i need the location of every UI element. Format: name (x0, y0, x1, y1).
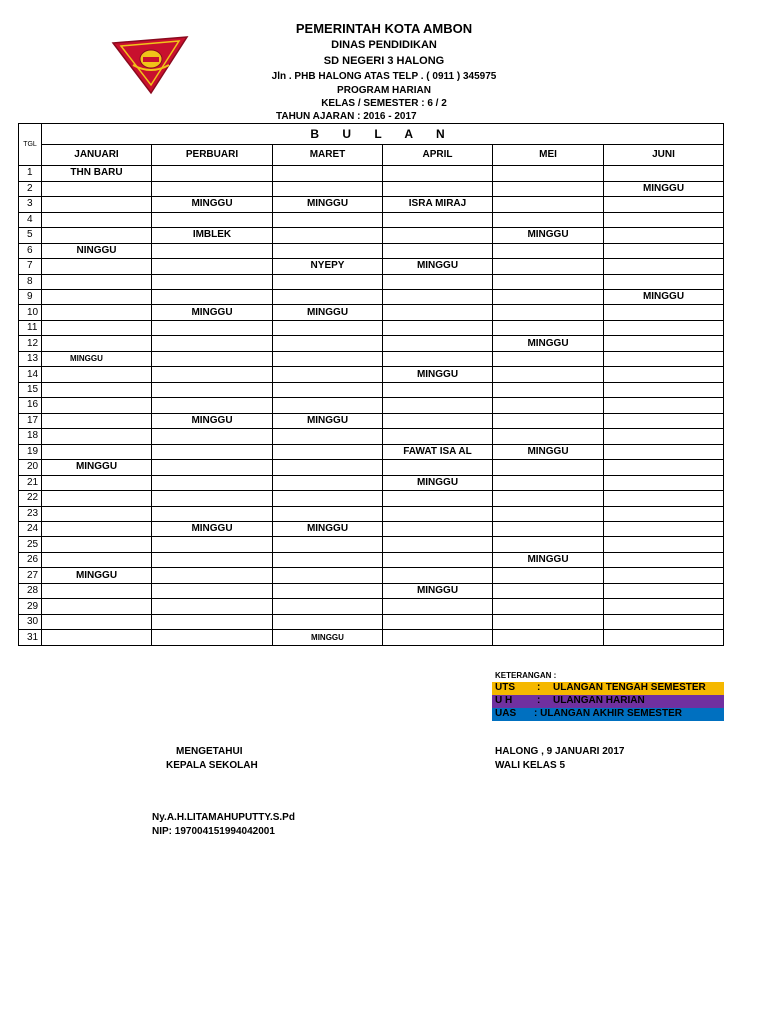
schedule-cell (273, 351, 383, 366)
schedule-cell (493, 398, 604, 413)
schedule-cell (604, 413, 724, 428)
legend-text: ULANGAN TENGAH SEMESTER (553, 682, 706, 693)
schedule-cell (42, 320, 152, 335)
schedule-cell (152, 274, 273, 289)
schedule-cell (273, 583, 383, 598)
schedule-cell: NINGGU (42, 243, 152, 258)
schedule-cell (493, 583, 604, 598)
schedule-cell: MINGGU (383, 475, 493, 490)
schedule-cell (152, 630, 273, 646)
schedule-cell (152, 181, 273, 196)
schedule-cell (383, 630, 493, 646)
schedule-cell (604, 351, 724, 366)
schedule-cell (152, 429, 273, 444)
schedule-cell (42, 305, 152, 320)
day-number: 28 (19, 583, 42, 598)
schedule-cell (604, 506, 724, 521)
legend-separator: : (537, 682, 541, 693)
schedule-cell (383, 614, 493, 629)
table-row (19, 537, 724, 552)
schedule-cell (152, 583, 273, 598)
schedule-cell (42, 475, 152, 490)
schedule-cell (273, 429, 383, 444)
schedule-cell (604, 583, 724, 598)
table-row (19, 599, 724, 614)
schedule-cell (42, 197, 152, 212)
schedule-cell (152, 398, 273, 413)
day-number: 9 (19, 289, 42, 304)
schedule-cell (604, 614, 724, 629)
schedule-cell (152, 243, 273, 258)
month-header: JUNI (604, 145, 724, 166)
schedule-cell (604, 568, 724, 583)
month-header: MARET (273, 145, 383, 166)
table-row (19, 568, 724, 583)
schedule-cell (493, 320, 604, 335)
schedule-cell: MINGGU (493, 336, 604, 351)
schedule-cell: MINGGU (42, 460, 152, 475)
schedule-cell (273, 243, 383, 258)
schedule-cell (493, 522, 604, 537)
schedule-table (18, 123, 724, 646)
schedule-cell: MINGGU (604, 181, 724, 196)
day-number: 21 (19, 475, 42, 490)
schedule-cell (152, 599, 273, 614)
day-number: 1 (19, 166, 42, 181)
schedule-cell: MINGGU (273, 197, 383, 212)
day-number: 22 (19, 491, 42, 506)
academic-year: TAHUN AJARAN : 2016 - 2017 (276, 111, 417, 122)
table-row (19, 506, 724, 521)
day-number: 25 (19, 537, 42, 552)
schedule-cell (604, 460, 724, 475)
schedule-cell (42, 228, 152, 243)
schedule-cell (493, 289, 604, 304)
schedule-cell (604, 166, 724, 181)
day-number: 8 (19, 274, 42, 289)
schedule-cell (383, 552, 493, 567)
schedule-cell (383, 181, 493, 196)
legend-title: KETERANGAN : (495, 671, 557, 680)
schedule-cell (42, 522, 152, 537)
schedule-cell (42, 212, 152, 227)
day-number: 5 (19, 228, 42, 243)
month-header: JANUARI (42, 145, 152, 166)
schedule-cell (152, 568, 273, 583)
schedule-cell (493, 382, 604, 397)
schedule-cell (383, 274, 493, 289)
schedule-cell (273, 444, 383, 459)
schedule-cell (42, 429, 152, 444)
gov-title: PEMERINTAH KOTA AMBON (295, 21, 473, 36)
schedule-cell (604, 552, 724, 567)
schedule-cell (493, 181, 604, 196)
schedule-cell (42, 274, 152, 289)
principal-name: Ny.A.H.LITAMAHUPUTTY.S.Pd (152, 812, 295, 823)
schedule-cell: MINGGU (152, 413, 273, 428)
table-row (19, 552, 724, 567)
schedule-cell (383, 537, 493, 552)
day-number: 27 (19, 568, 42, 583)
schedule-cell (273, 367, 383, 382)
schedule-cell (604, 599, 724, 614)
school-address: Jln . PHB HALONG ATAS TELP . ( 0911 ) 345975 (271, 71, 497, 82)
table-row (19, 212, 724, 227)
schedule-cell (383, 506, 493, 521)
schedule-cell (493, 367, 604, 382)
schedule-cell (273, 212, 383, 227)
legend-item (492, 695, 724, 708)
day-number: 4 (19, 212, 42, 227)
schedule-cell (493, 351, 604, 366)
day-number: 15 (19, 382, 42, 397)
schedule-cell (604, 444, 724, 459)
schedule-cell (273, 568, 383, 583)
schedule-cell (273, 228, 383, 243)
schedule-cell (42, 336, 152, 351)
day-number: 12 (19, 336, 42, 351)
table-row (19, 305, 724, 320)
class-teacher-label: WALI KELAS 5 (495, 760, 566, 771)
school-name: SD NEGERI 3 HALONG (323, 55, 445, 67)
schedule-cell (604, 320, 724, 335)
schedule-cell (42, 552, 152, 567)
schedule-cell (42, 259, 152, 274)
schedule-cell (493, 460, 604, 475)
table-row (19, 398, 724, 413)
schedule-cell (383, 212, 493, 227)
schedule-cell (383, 166, 493, 181)
schedule-cell (273, 475, 383, 490)
day-number: 26 (19, 552, 42, 567)
schedule-cell (493, 429, 604, 444)
schedule-cell: MINGGU (273, 630, 383, 646)
schedule-cell (493, 166, 604, 181)
day-number: 19 (19, 444, 42, 459)
schedule-cell (152, 444, 273, 459)
schedule-cell (383, 382, 493, 397)
schedule-cell (42, 537, 152, 552)
schedule-cell (493, 506, 604, 521)
schedule-cell (604, 630, 724, 646)
schedule-cell (152, 320, 273, 335)
table-row (19, 166, 724, 181)
table-row (19, 522, 724, 537)
schedule-cell (152, 460, 273, 475)
schedule-cell (383, 460, 493, 475)
schedule-cell: IMBLEK (152, 228, 273, 243)
schedule-cell: MINGGU (383, 367, 493, 382)
table-row (19, 583, 724, 598)
table-row (19, 429, 724, 444)
month-header: APRIL (383, 145, 493, 166)
schedule-cell (383, 289, 493, 304)
schedule-cell (493, 599, 604, 614)
day-number: 11 (19, 320, 42, 335)
schedule-cell (273, 382, 383, 397)
schedule-cell (273, 166, 383, 181)
schedule-cell (273, 289, 383, 304)
day-number: 14 (19, 367, 42, 382)
schedule-cell (42, 444, 152, 459)
table-row (19, 413, 724, 428)
schedule-cell (493, 305, 604, 320)
day-number: 17 (19, 413, 42, 428)
table-row (19, 367, 724, 382)
table-row (19, 197, 724, 212)
schedule-cell (383, 320, 493, 335)
schedule-cell (493, 491, 604, 506)
schedule-cell: MINGGU (152, 305, 273, 320)
schedule-cell (604, 274, 724, 289)
day-number: 2 (19, 181, 42, 196)
table-row (19, 475, 724, 490)
schedule-cell (152, 382, 273, 397)
schedule-cell (383, 429, 493, 444)
schedule-cell (152, 351, 273, 366)
schedule-cell: MINGGU (273, 305, 383, 320)
schedule-cell (493, 568, 604, 583)
schedule-cell (604, 475, 724, 490)
schedule-cell (604, 243, 724, 258)
schedule-cell (273, 181, 383, 196)
schedule-cell (42, 413, 152, 428)
principal-label: KEPALA SEKOLAH (166, 760, 258, 771)
place-date: HALONG , 9 JANUARI 2017 (495, 746, 625, 757)
schedule-cell: MINGGU (493, 552, 604, 567)
department-title: DINAS PENDIDIKAN (331, 39, 437, 51)
table-row (19, 614, 724, 629)
schedule-cell: MINGGU (273, 413, 383, 428)
schedule-cell (42, 367, 152, 382)
schedule-cell (493, 259, 604, 274)
schedule-cell (604, 491, 724, 506)
table-row (19, 243, 724, 258)
table-row (19, 228, 724, 243)
day-number: 13 (19, 351, 42, 366)
legend-separator: : (537, 695, 541, 706)
day-number: 20 (19, 460, 42, 475)
table-row (19, 181, 724, 196)
schedule-cell (42, 398, 152, 413)
schedule-cell (493, 413, 604, 428)
schedule-cell (273, 614, 383, 629)
schedule-cell: MINGGU (42, 568, 152, 583)
schedule-cell (383, 491, 493, 506)
schedule-cell (493, 274, 604, 289)
approval-label: MENGETAHUI (176, 746, 243, 757)
schedule-cell (383, 413, 493, 428)
table-row (19, 274, 724, 289)
table-row (19, 336, 724, 351)
legend-text: ULANGAN HARIAN (553, 695, 645, 706)
schedule-cell (152, 367, 273, 382)
day-number: 6 (19, 243, 42, 258)
schedule-cell: MINGGU (42, 351, 152, 366)
schedule-cell (273, 320, 383, 335)
schedule-cell (273, 460, 383, 475)
schedule-cell (152, 166, 273, 181)
legend-code: UAS (495, 708, 517, 719)
schedule-cell: NYEPY (273, 259, 383, 274)
day-number: 23 (19, 506, 42, 521)
schedule-cell (493, 614, 604, 629)
schedule-cell (383, 228, 493, 243)
day-number: 31 (19, 630, 42, 646)
schedule-cell (152, 259, 273, 274)
bulan-header: B U L A N (42, 124, 724, 145)
schedule-cell (152, 475, 273, 490)
schedule-cell (42, 181, 152, 196)
month-header: PERBUARI (152, 145, 273, 166)
schedule-cell: THN BARU (42, 166, 152, 181)
schedule-cell (273, 274, 383, 289)
schedule-cell (273, 398, 383, 413)
table-row (19, 289, 724, 304)
schedule-cell (273, 491, 383, 506)
schedule-cell (493, 243, 604, 258)
legend-code: U H (495, 695, 513, 706)
schedule-cell: MINGGU (152, 522, 273, 537)
schedule-cell (383, 568, 493, 583)
schedule-cell (152, 289, 273, 304)
table-row (19, 320, 724, 335)
legend-item (492, 708, 724, 721)
schedule-cell (42, 583, 152, 598)
schedule-cell (273, 599, 383, 614)
day-number: 29 (19, 599, 42, 614)
schedule-cell (493, 630, 604, 646)
schedule-cell (152, 336, 273, 351)
schedule-cell (604, 336, 724, 351)
schedule-cell (383, 398, 493, 413)
day-number: 30 (19, 614, 42, 629)
schedule-cell (383, 599, 493, 614)
schedule-cell (383, 243, 493, 258)
schedule-cell (273, 537, 383, 552)
table-row (19, 444, 724, 459)
table-row (19, 460, 724, 475)
schedule-cell (152, 506, 273, 521)
schedule-cell (604, 429, 724, 444)
schedule-cell: MINGGU (152, 197, 273, 212)
schedule-cell (273, 336, 383, 351)
schedule-cell (152, 537, 273, 552)
schedule-cell (604, 522, 724, 537)
schedule-cell (604, 398, 724, 413)
schedule-cell (42, 599, 152, 614)
day-number: 10 (19, 305, 42, 320)
schedule-cell (152, 491, 273, 506)
table-row (19, 259, 724, 274)
schedule-cell (42, 491, 152, 506)
month-header: MEI (493, 145, 604, 166)
schedule-cell (42, 289, 152, 304)
day-number: 18 (19, 429, 42, 444)
schedule-cell: MINGGU (493, 228, 604, 243)
schedule-cell (493, 537, 604, 552)
schedule-cell (493, 475, 604, 490)
schedule-cell (273, 506, 383, 521)
schedule-cell (604, 259, 724, 274)
schedule-cell (383, 305, 493, 320)
table-row (19, 382, 724, 397)
schedule-cell (604, 367, 724, 382)
legend-text: : ULANGAN AKHIR SEMESTER (534, 708, 682, 719)
day-number: 3 (19, 197, 42, 212)
schedule-cell (152, 212, 273, 227)
schedule-cell (152, 552, 273, 567)
schedule-cell (604, 197, 724, 212)
schedule-cell (383, 522, 493, 537)
tgl-header: TGL (19, 124, 42, 166)
schedule-cell (383, 351, 493, 366)
schedule-cell (493, 197, 604, 212)
schedule-cell (42, 630, 152, 646)
schedule-cell: MINGGU (383, 259, 493, 274)
legend-code: UTS (495, 682, 515, 693)
day-number: 16 (19, 398, 42, 413)
day-number: 24 (19, 522, 42, 537)
schedule-cell (42, 506, 152, 521)
schedule-cell: MINGGU (493, 444, 604, 459)
schedule-cell: MINGGU (383, 583, 493, 598)
schedule-cell (604, 212, 724, 227)
schedule-cell (383, 336, 493, 351)
schedule-cell: ISRA MIRAJ (383, 197, 493, 212)
legend-item (492, 682, 724, 695)
schedule-cell: FAWAT ISA AL (383, 444, 493, 459)
schedule-cell (604, 305, 724, 320)
schedule-cell (604, 382, 724, 397)
table-row (19, 491, 724, 506)
schedule-cell (273, 552, 383, 567)
class-semester: KELAS / SEMESTER : 6 / 2 (321, 98, 447, 109)
schedule-cell: MINGGU (273, 522, 383, 537)
day-number: 7 (19, 259, 42, 274)
table-row (19, 351, 724, 366)
table-row (19, 630, 724, 646)
schedule-cell (604, 228, 724, 243)
schedule-cell (604, 537, 724, 552)
schedule-cell (152, 614, 273, 629)
schedule-cell (42, 614, 152, 629)
program-title: PROGRAM HARIAN (337, 85, 431, 96)
schedule-cell: MINGGU (604, 289, 724, 304)
schedule-cell (42, 382, 152, 397)
principal-nip: NIP: 197004151994042001 (152, 826, 275, 837)
schedule-cell (493, 212, 604, 227)
